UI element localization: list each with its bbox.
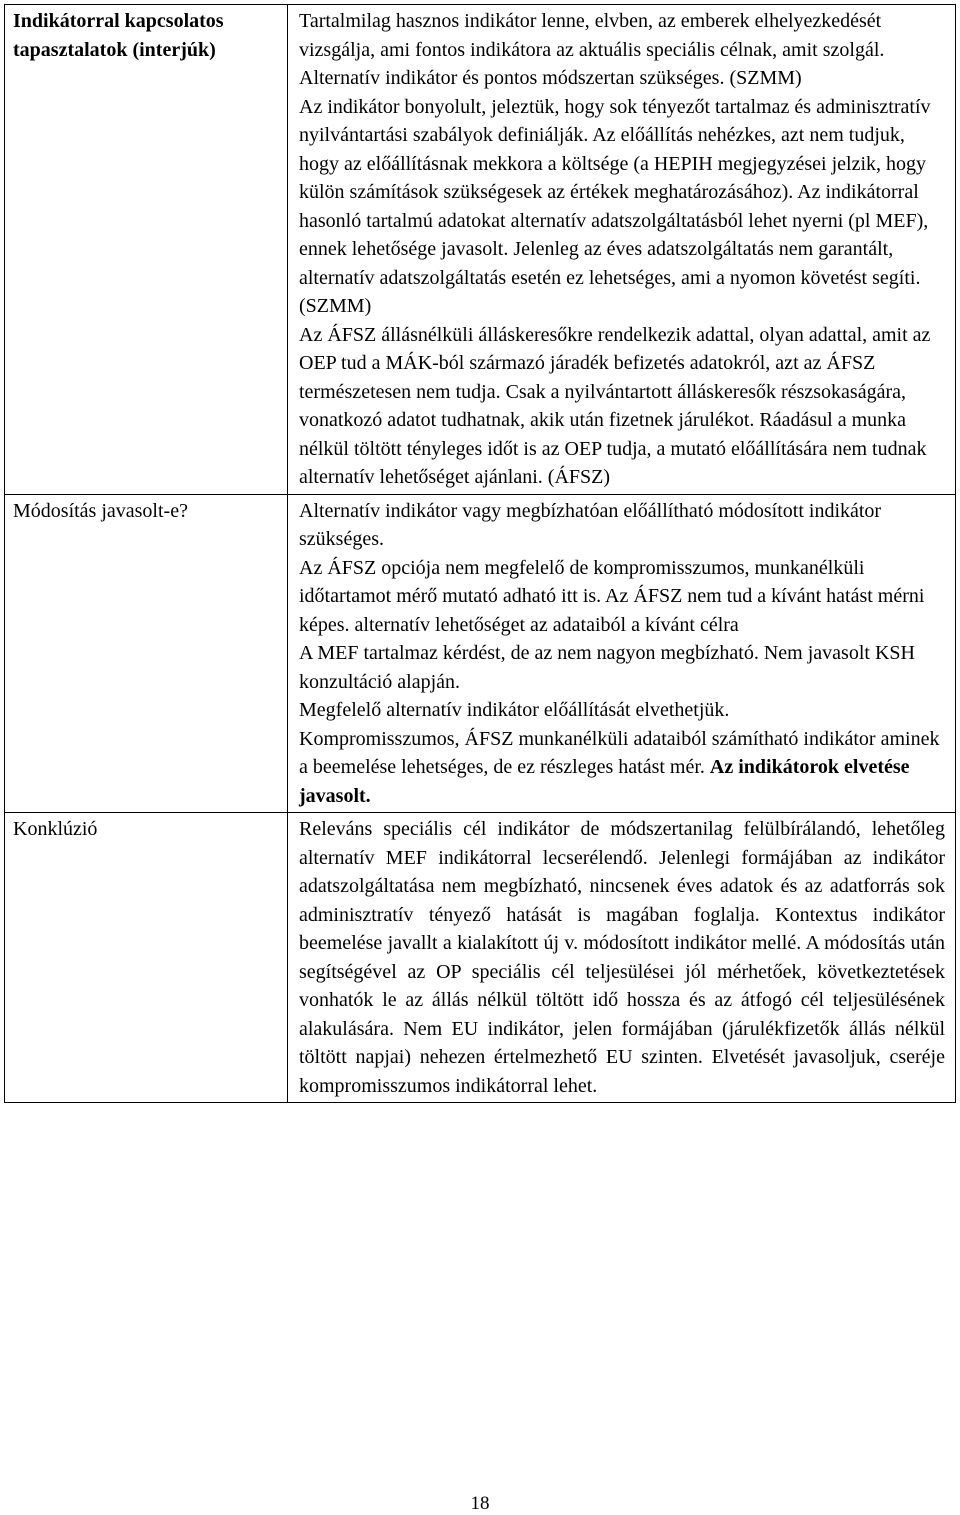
modification-paragraph-3: A MEF tartalmaz kérdést, de az nem nagyon megbízható. Nem javasolt KSH konzultáció alapján.: [299, 642, 915, 693]
modification-paragraph-1: Alternatív indikátor vagy megbízhatóan előállítható módosított indikátor szükséges.: [299, 499, 882, 550]
conclusion-paragraph: Releváns speciális cél indikátor de módszertanilag felülbírálandó, lehetőleg alternatív MEF indikátorral lecserélendő. Jelenlegi formájában az indikátor adatszolgáltatása nem megbízható, nincsenek éves adatok és az adatforrás sok adminisztratív tényező hatását is magában foglalja. Kontextus indikátor beemelése javallt a kialakított új v. módosított indikátor mellé. A módosítás után segítségével az OP speciális cél teljesülései jól mérhetőek, következtetések vonhatók le az állás nélkül töltött idő hossza és az átfogó cél teljesülésének alakulására. Nem EU indikátor, jelen formájában (járulékfizetők állás nélkül töltött napjai) nehezen értelmezhető EU szinten. Elvetését javasoljuk, cseréje kompromisszumos indikátorral lehet.: [299, 818, 945, 1097]
page-number: 18: [470, 1493, 490, 1514]
row-label-experiences: Indikátorral kapcsolatos tapasztalatok (interjúk): [5, 5, 288, 495]
modification-paragraph-4: Megfelelő alternatív indikátor előállítását elvethetjük.: [299, 699, 730, 721]
table-row-modification: [5, 494, 956, 813]
document-table: [4, 4, 956, 1103]
modification-paragraph-2: Az ÁFSZ opciója nem megfelelő de kompromisszumos, munkanélküli időtartamot mérő mutató adható itt is. Az ÁFSZ nem tud a kívánt hatást mérni képes. alternatív lehetőséget az adataiból a kívánt célra: [299, 556, 925, 636]
modification-paragraph-5-text: Kompromisszumos, ÁFSZ munkanélküli adataiból számítható indikátor aminek a beemelése lehetséges, de ez részleges hatást mér.: [299, 727, 940, 778]
row-content-conclusion: [288, 813, 956, 1103]
row-content-experiences: [288, 5, 956, 495]
experiences-paragraph-2: Az indikátor bonyolult, jeleztük, hogy sok tényezőt tartalmaz és adminisztratív nyilvántartási szabályok definiálják. Az előállítás nehézkes, azt nem tudjuk, hogy az előállításnak mekkora a költsége (a HEPIH megjegyzései jelzik, hogy külön számítások szükségesek az értékek meghatározásához). Az indikátorral hasonló tartalmú adatokat alternatív adatszolgáltatásból lehet nyerni (pl MEF), ennek lehetősége javasolt. Jelenleg az éves adatszolgáltatás nem garantált, alternatív adatszolgáltatás esetén ez lehetséges, ami a nyomon követést segíti. (SZMM): [299, 95, 931, 317]
table-row-conclusion: [5, 813, 956, 1103]
row-content-modification: [288, 494, 956, 813]
experiences-paragraph-1: Tartalmilag hasznos indikátor lenne, elvben, az emberek elhelyezkedését vizsgálja, ami fontos indikátora az aktuális speciális célnak, amit szolgál. Alternatív indikátor és pontos módszertan szükséges. (SZMM): [299, 10, 885, 89]
experiences-paragraph-3: Az ÁFSZ állásnélküli álláskeresőkre rendelkezik adattal, olyan adattal, amit az OEP tud a MÁK-ból származó járadék befizetés adatokról, azt az ÁFSZ természetesen nem tudja. Csak a nyilvántartott álláskeresők részsokaságára, vonatkozó adatot tudhatnak, akik után fizetnek járulékot. Ráadásul a munka nélkül töltött tényleges időt is az OEP tudja, a mutató előállítására nem tudnak alternatív lehetőséget ajánlani. (ÁFSZ): [299, 323, 931, 488]
row-label-modification: Módosítás javasolt-e?: [5, 494, 288, 813]
row-label-conclusion: Konklúzió: [5, 813, 288, 1103]
modification-paragraph-5: [299, 725, 945, 811]
modification-conclusion-bold: Az indikátorok elvetése javasolt.: [299, 756, 910, 807]
table-row-experiences: [5, 5, 956, 495]
